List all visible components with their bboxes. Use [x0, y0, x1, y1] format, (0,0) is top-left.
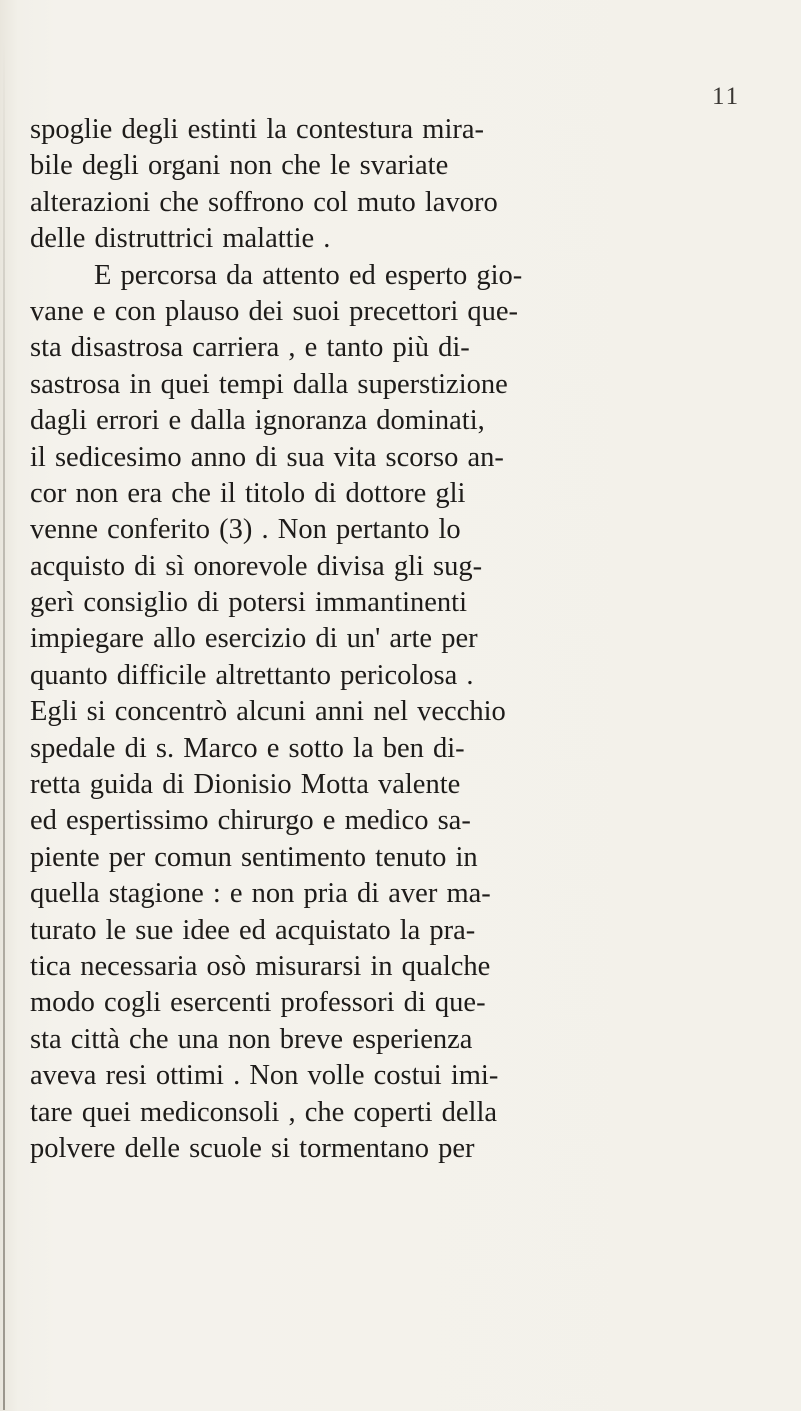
paragraph-first-line: E percorsa da attento ed esperto gio- — [94, 259, 523, 291]
binding-gutter — [3, 40, 5, 1410]
text-line: aveva resi ottimi . Non volle costui imi- — [30, 1060, 499, 1092]
text-line: retta guida di Dionisio Motta valente — [30, 769, 461, 801]
text-line: il sedicesimo anno di sua vita scorso an- — [30, 441, 504, 473]
body-text — [30, 112, 770, 1167]
text-line: gerì consiglio di potersi immantinenti — [30, 587, 468, 619]
text-line: spoglie degli estinti la contestura mira- — [30, 114, 485, 145]
text-line: vane e con plauso dei suoi precettori que- — [30, 295, 519, 327]
text-line: sta disastrosa carriera , e tanto più di- — [30, 332, 470, 364]
text-line: tare quei mediconsoli , che coperti della — [30, 1096, 498, 1128]
text-line: impiegare allo esercizio di un' arte per — [30, 623, 478, 655]
text-line: ed espertissimo chirurgo e medico sa- — [30, 805, 471, 837]
text-line: piente per comun sentimento tenuto in — [30, 841, 478, 873]
page-number: 11 — [712, 83, 741, 110]
text-line: quanto difficile altrettanto pericolosa . — [30, 659, 474, 691]
text-line: cor non era che il titolo di dottore gli — [30, 477, 466, 509]
text-line: dagli errori e dalla ignoranza dominati, — [30, 405, 485, 437]
text-line: quella stagione : e non pria di aver ma- — [30, 878, 491, 910]
text-line: alterazioni che soffrono col muto lavoro — [30, 186, 498, 218]
text-line: polvere delle scuole si tormentano per — [30, 1132, 475, 1164]
text-line: turato le sue idee ed acquistato la pra- — [30, 914, 476, 946]
text-line: acquisto di sì onorevole divisa gli sug- — [30, 550, 483, 582]
text-line: bile degli organi non che le svariate — [30, 150, 449, 182]
text-line: modo cogli esercenti professori di que- — [30, 987, 486, 1019]
text-line: spedale di s. Marco e sotto la ben di- — [30, 732, 465, 764]
text-line: tica necessaria osò misurarsi in qualche — [30, 950, 491, 982]
text-line: sastrosa in quei tempi dalla superstizione — [30, 368, 508, 400]
text-line: delle distruttrici malattie . — [30, 223, 331, 255]
text-line: Egli si concentrò alcuni anni nel vecchio — [30, 696, 506, 728]
text-line: venne conferito (3) . Non pertanto lo — [30, 514, 461, 546]
text-line: sta città che una non breve esperienza — [30, 1023, 473, 1055]
